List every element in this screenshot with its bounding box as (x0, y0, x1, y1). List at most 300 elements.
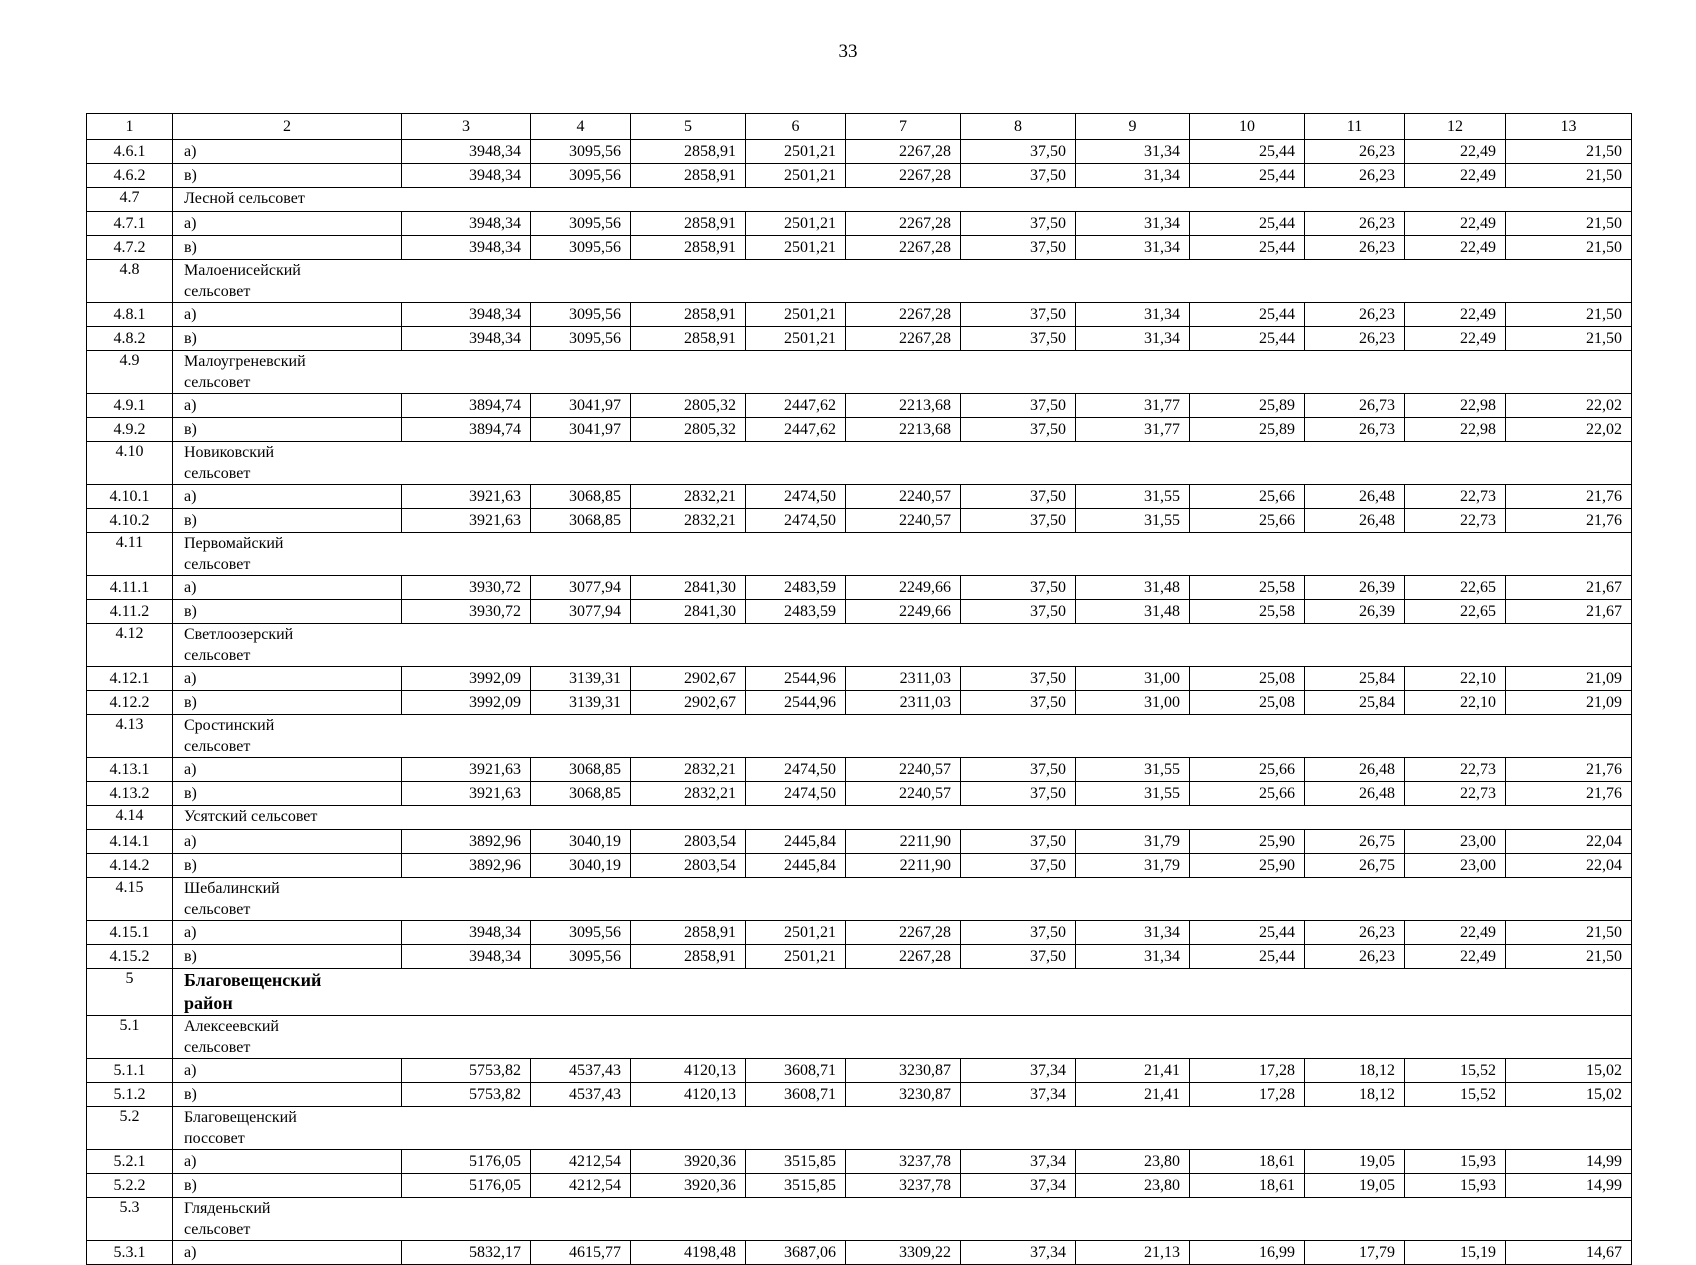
section-title (173, 533, 1632, 576)
value-cell: 26,75 (1305, 854, 1405, 878)
value-cell: 3139,31 (531, 667, 631, 691)
value-cell: 3041,97 (531, 418, 631, 442)
value-cell: 2501,21 (746, 164, 846, 188)
value-cell: 3515,85 (746, 1174, 846, 1198)
table-row (87, 327, 1632, 351)
value-cell: 21,50 (1506, 164, 1632, 188)
district-title (173, 969, 1632, 1016)
value-cell: 21,50 (1506, 236, 1632, 260)
table-row (87, 303, 1632, 327)
value-cell: 37,50 (961, 140, 1076, 164)
table-row (87, 667, 1632, 691)
row-label: а) (173, 667, 402, 691)
value-cell: 23,00 (1405, 830, 1506, 854)
value-cell: 21,76 (1506, 758, 1632, 782)
row-label: в) (173, 854, 402, 878)
value-cell: 26,48 (1305, 782, 1405, 806)
value-cell: 2805,32 (631, 418, 746, 442)
value-cell: 2447,62 (746, 418, 846, 442)
value-cell: 17,28 (1190, 1059, 1305, 1083)
value-cell: 2249,66 (846, 600, 961, 624)
value-cell: 22,49 (1405, 236, 1506, 260)
section-name-text: Малоугреневский сельсовет (184, 353, 306, 391)
value-cell: 18,12 (1305, 1083, 1405, 1107)
section-title (173, 878, 1632, 921)
section-row (87, 260, 1632, 303)
value-cell: 2501,21 (746, 303, 846, 327)
section-name-text: Благовещенский район (184, 970, 322, 1013)
value-cell: 37,34 (961, 1241, 1076, 1265)
value-cell: 25,84 (1305, 691, 1405, 715)
value-cell: 4537,43 (531, 1083, 631, 1107)
section-row (87, 878, 1632, 921)
value-cell: 26,23 (1305, 212, 1405, 236)
value-cell: 2858,91 (631, 303, 746, 327)
row-code: 4.8.1 (87, 303, 173, 327)
value-cell: 31,55 (1076, 758, 1190, 782)
table-row (87, 164, 1632, 188)
row-code: 4.14 (87, 806, 173, 830)
value-cell: 31,77 (1076, 394, 1190, 418)
row-code: 5.1 (87, 1016, 173, 1059)
section-title (173, 351, 1632, 394)
row-code: 4.7.2 (87, 236, 173, 260)
table-row (87, 576, 1632, 600)
section-name-text: Новиковский сельсовет (184, 444, 275, 482)
value-cell: 4537,43 (531, 1059, 631, 1083)
value-cell: 2240,57 (846, 758, 961, 782)
table-row (87, 140, 1632, 164)
row-code: 5 (87, 969, 173, 1016)
value-cell: 2240,57 (846, 509, 961, 533)
value-cell: 3892,96 (402, 830, 531, 854)
value-cell: 2803,54 (631, 854, 746, 878)
header-cell: 1 (87, 114, 173, 140)
value-cell: 3930,72 (402, 600, 531, 624)
row-code: 5.1.1 (87, 1059, 173, 1083)
value-cell: 25,90 (1190, 830, 1305, 854)
value-cell: 22,10 (1405, 667, 1506, 691)
row-label: в) (173, 691, 402, 715)
value-cell: 31,34 (1076, 212, 1190, 236)
row-code: 4.6.2 (87, 164, 173, 188)
value-cell: 26,23 (1305, 945, 1405, 969)
value-cell: 3948,34 (402, 164, 531, 188)
value-cell: 4198,48 (631, 1241, 746, 1265)
header-cell: 3 (402, 114, 531, 140)
value-cell: 2832,21 (631, 485, 746, 509)
value-cell: 31,55 (1076, 485, 1190, 509)
value-cell: 3230,87 (846, 1083, 961, 1107)
value-cell: 18,61 (1190, 1150, 1305, 1174)
header-cell: 10 (1190, 114, 1305, 140)
value-cell: 18,61 (1190, 1174, 1305, 1198)
district-row (87, 969, 1632, 1016)
value-cell: 3068,85 (531, 782, 631, 806)
value-cell: 31,00 (1076, 691, 1190, 715)
value-cell: 3041,97 (531, 394, 631, 418)
value-cell: 2213,68 (846, 418, 961, 442)
section-title (173, 715, 1632, 758)
value-cell: 22,73 (1405, 758, 1506, 782)
value-cell: 19,05 (1305, 1174, 1405, 1198)
value-cell: 21,50 (1506, 212, 1632, 236)
row-code: 4.10.1 (87, 485, 173, 509)
value-cell: 3068,85 (531, 485, 631, 509)
value-cell: 37,50 (961, 509, 1076, 533)
value-cell: 2474,50 (746, 782, 846, 806)
section-row (87, 351, 1632, 394)
value-cell: 5832,17 (402, 1241, 531, 1265)
row-label: а) (173, 303, 402, 327)
value-cell: 3608,71 (746, 1059, 846, 1083)
header-row (87, 114, 1632, 140)
value-cell: 5753,82 (402, 1083, 531, 1107)
value-cell: 21,67 (1506, 600, 1632, 624)
value-cell: 21,50 (1506, 303, 1632, 327)
header-cell: 12 (1405, 114, 1506, 140)
value-cell: 3920,36 (631, 1150, 746, 1174)
value-cell: 25,58 (1190, 600, 1305, 624)
table-row (87, 1150, 1632, 1174)
value-cell: 25,44 (1190, 212, 1305, 236)
row-label: а) (173, 1150, 402, 1174)
row-label: в) (173, 164, 402, 188)
value-cell: 2902,67 (631, 667, 746, 691)
row-code: 4.11.2 (87, 600, 173, 624)
value-cell: 3095,56 (531, 212, 631, 236)
row-label: а) (173, 758, 402, 782)
value-cell: 2267,28 (846, 140, 961, 164)
value-cell: 2483,59 (746, 600, 846, 624)
value-cell: 3068,85 (531, 509, 631, 533)
row-label: в) (173, 782, 402, 806)
row-code: 4.12.1 (87, 667, 173, 691)
row-label: в) (173, 509, 402, 533)
value-cell: 2311,03 (846, 691, 961, 715)
value-cell: 2267,28 (846, 945, 961, 969)
value-cell: 3068,85 (531, 758, 631, 782)
section-title (173, 806, 1632, 830)
table-row (87, 600, 1632, 624)
value-cell: 2544,96 (746, 667, 846, 691)
value-cell: 31,00 (1076, 667, 1190, 691)
section-name-text: Светлоозерский сельсовет (184, 626, 294, 664)
table-row (87, 782, 1632, 806)
table-row (87, 921, 1632, 945)
value-cell: 2445,84 (746, 854, 846, 878)
section-row (87, 1016, 1632, 1059)
row-code: 4.15 (87, 878, 173, 921)
section-name-text: Малоенисейский сельсовет (184, 262, 301, 300)
table-body (87, 114, 1632, 1265)
row-code: 5.1.2 (87, 1083, 173, 1107)
value-cell: 3040,19 (531, 854, 631, 878)
row-label: в) (173, 236, 402, 260)
value-cell: 25,44 (1190, 327, 1305, 351)
row-label: а) (173, 1241, 402, 1265)
value-cell: 2474,50 (746, 485, 846, 509)
value-cell: 37,50 (961, 854, 1076, 878)
value-cell: 22,04 (1506, 830, 1632, 854)
section-title (173, 1016, 1632, 1059)
value-cell: 22,49 (1405, 212, 1506, 236)
section-row (87, 624, 1632, 667)
section-row (87, 715, 1632, 758)
section-name-text: Алексеевский сельсовет (184, 1018, 279, 1056)
value-cell: 22,73 (1405, 485, 1506, 509)
row-label: а) (173, 212, 402, 236)
value-cell: 25,66 (1190, 782, 1305, 806)
value-cell: 22,02 (1506, 394, 1632, 418)
value-cell: 2902,67 (631, 691, 746, 715)
value-cell: 22,02 (1506, 418, 1632, 442)
value-cell: 15,02 (1506, 1083, 1632, 1107)
value-cell: 25,44 (1190, 140, 1305, 164)
table-row (87, 418, 1632, 442)
value-cell: 14,67 (1506, 1241, 1632, 1265)
value-cell: 31,34 (1076, 236, 1190, 260)
value-cell: 2267,28 (846, 921, 961, 945)
value-cell: 21,50 (1506, 140, 1632, 164)
table-row (87, 1083, 1632, 1107)
value-cell: 31,34 (1076, 303, 1190, 327)
value-cell: 22,49 (1405, 140, 1506, 164)
value-cell: 3077,94 (531, 576, 631, 600)
value-cell: 2240,57 (846, 485, 961, 509)
table-row (87, 758, 1632, 782)
value-cell: 3095,56 (531, 164, 631, 188)
value-cell: 2267,28 (846, 303, 961, 327)
value-cell: 26,48 (1305, 758, 1405, 782)
row-code: 4.13.1 (87, 758, 173, 782)
value-cell: 17,79 (1305, 1241, 1405, 1265)
value-cell: 26,23 (1305, 921, 1405, 945)
value-cell: 19,05 (1305, 1150, 1405, 1174)
row-code: 4.7 (87, 188, 173, 212)
table-row (87, 1241, 1632, 1265)
value-cell: 2267,28 (846, 164, 961, 188)
row-label: а) (173, 576, 402, 600)
value-cell: 26,23 (1305, 303, 1405, 327)
value-cell: 3237,78 (846, 1174, 961, 1198)
value-cell: 2841,30 (631, 600, 746, 624)
value-cell: 2858,91 (631, 945, 746, 969)
value-cell: 2858,91 (631, 140, 746, 164)
value-cell: 26,73 (1305, 418, 1405, 442)
header-cell: 8 (961, 114, 1076, 140)
value-cell: 5753,82 (402, 1059, 531, 1083)
value-cell: 3992,09 (402, 667, 531, 691)
tariff-table (86, 113, 1632, 1265)
value-cell: 22,49 (1405, 303, 1506, 327)
value-cell: 2858,91 (631, 164, 746, 188)
value-cell: 3948,34 (402, 140, 531, 164)
row-label: в) (173, 1174, 402, 1198)
value-cell: 37,50 (961, 782, 1076, 806)
value-cell: 4615,77 (531, 1241, 631, 1265)
value-cell: 26,73 (1305, 394, 1405, 418)
section-title (173, 188, 1632, 212)
value-cell: 2211,90 (846, 854, 961, 878)
table-row (87, 509, 1632, 533)
value-cell: 25,08 (1190, 691, 1305, 715)
value-cell: 4120,13 (631, 1059, 746, 1083)
row-code: 4.12.2 (87, 691, 173, 715)
row-code: 4.7.1 (87, 212, 173, 236)
value-cell: 3948,34 (402, 327, 531, 351)
value-cell: 37,50 (961, 576, 1076, 600)
row-code: 4.14.2 (87, 854, 173, 878)
value-cell: 16,99 (1190, 1241, 1305, 1265)
row-code: 4.13.2 (87, 782, 173, 806)
value-cell: 22,49 (1405, 327, 1506, 351)
value-cell: 3948,34 (402, 945, 531, 969)
value-cell: 2858,91 (631, 212, 746, 236)
value-cell: 25,66 (1190, 485, 1305, 509)
value-cell: 22,49 (1405, 921, 1506, 945)
value-cell: 2501,21 (746, 327, 846, 351)
value-cell: 21,76 (1506, 509, 1632, 533)
value-cell: 2832,21 (631, 509, 746, 533)
value-cell: 3095,56 (531, 945, 631, 969)
value-cell: 3921,63 (402, 758, 531, 782)
value-cell: 37,50 (961, 394, 1076, 418)
section-row (87, 533, 1632, 576)
value-cell: 26,48 (1305, 509, 1405, 533)
row-code: 4.11 (87, 533, 173, 576)
value-cell: 3515,85 (746, 1150, 846, 1174)
value-cell: 25,44 (1190, 303, 1305, 327)
value-cell: 26,23 (1305, 140, 1405, 164)
row-code: 4.15.2 (87, 945, 173, 969)
section-name-text: Гляденьский сельсовет (184, 1200, 271, 1238)
value-cell: 22,49 (1405, 164, 1506, 188)
value-cell: 21,41 (1076, 1083, 1190, 1107)
value-cell: 37,50 (961, 758, 1076, 782)
value-cell: 18,12 (1305, 1059, 1405, 1083)
value-cell: 2841,30 (631, 576, 746, 600)
section-row (87, 1198, 1632, 1241)
row-label: а) (173, 1059, 402, 1083)
value-cell: 37,50 (961, 327, 1076, 351)
value-cell: 3992,09 (402, 691, 531, 715)
value-cell: 31,34 (1076, 921, 1190, 945)
value-cell: 37,50 (961, 830, 1076, 854)
value-cell: 2832,21 (631, 782, 746, 806)
section-name-text: Благовещенский поссовет (184, 1109, 297, 1147)
value-cell: 21,76 (1506, 782, 1632, 806)
value-cell: 2474,50 (746, 509, 846, 533)
value-cell: 25,08 (1190, 667, 1305, 691)
value-cell: 26,39 (1305, 600, 1405, 624)
value-cell: 3309,22 (846, 1241, 961, 1265)
table-row (87, 854, 1632, 878)
row-code: 4.14.1 (87, 830, 173, 854)
value-cell: 23,00 (1405, 854, 1506, 878)
value-cell: 31,79 (1076, 854, 1190, 878)
value-cell: 37,50 (961, 485, 1076, 509)
section-name-text: Первомайский сельсовет (184, 535, 284, 573)
section-title (173, 1198, 1632, 1241)
value-cell: 25,84 (1305, 667, 1405, 691)
section-name-text: Лесной сельсовет (184, 190, 305, 207)
header-cell: 2 (173, 114, 402, 140)
value-cell: 22,04 (1506, 854, 1632, 878)
value-cell: 21,67 (1506, 576, 1632, 600)
row-code: 4.10.2 (87, 509, 173, 533)
value-cell: 37,34 (961, 1174, 1076, 1198)
value-cell: 5176,05 (402, 1174, 531, 1198)
table-row (87, 691, 1632, 715)
value-cell: 15,52 (1405, 1083, 1506, 1107)
value-cell: 31,55 (1076, 509, 1190, 533)
value-cell: 22,73 (1405, 509, 1506, 533)
value-cell: 25,44 (1190, 236, 1305, 260)
row-code: 4.15.1 (87, 921, 173, 945)
value-cell: 21,50 (1506, 921, 1632, 945)
value-cell: 3687,06 (746, 1241, 846, 1265)
value-cell: 22,49 (1405, 945, 1506, 969)
header-cell: 4 (531, 114, 631, 140)
value-cell: 22,98 (1405, 418, 1506, 442)
value-cell: 3139,31 (531, 691, 631, 715)
header-cell: 6 (746, 114, 846, 140)
value-cell: 3948,34 (402, 212, 531, 236)
value-cell: 22,65 (1405, 576, 1506, 600)
value-cell: 37,34 (961, 1059, 1076, 1083)
value-cell: 3095,56 (531, 303, 631, 327)
header-cell: 9 (1076, 114, 1190, 140)
value-cell: 2501,21 (746, 140, 846, 164)
value-cell: 37,34 (961, 1083, 1076, 1107)
value-cell: 2858,91 (631, 327, 746, 351)
value-cell: 37,50 (961, 164, 1076, 188)
value-cell: 26,23 (1305, 164, 1405, 188)
row-code: 5.3.1 (87, 1241, 173, 1265)
table-row (87, 945, 1632, 969)
header-cell: 5 (631, 114, 746, 140)
value-cell: 2267,28 (846, 236, 961, 260)
value-cell: 21,76 (1506, 485, 1632, 509)
value-cell: 26,48 (1305, 485, 1405, 509)
value-cell: 4120,13 (631, 1083, 746, 1107)
row-code: 4.9.1 (87, 394, 173, 418)
value-cell: 2474,50 (746, 758, 846, 782)
value-cell: 25,58 (1190, 576, 1305, 600)
row-code: 4.8 (87, 260, 173, 303)
section-row (87, 188, 1632, 212)
value-cell: 31,34 (1076, 327, 1190, 351)
value-cell: 15,19 (1405, 1241, 1506, 1265)
value-cell: 3948,34 (402, 921, 531, 945)
value-cell: 21,13 (1076, 1241, 1190, 1265)
value-cell: 3921,63 (402, 509, 531, 533)
value-cell: 31,34 (1076, 945, 1190, 969)
value-cell: 2311,03 (846, 667, 961, 691)
row-code: 5.2 (87, 1107, 173, 1150)
value-cell: 37,50 (961, 212, 1076, 236)
value-cell: 3920,36 (631, 1174, 746, 1198)
value-cell: 2267,28 (846, 212, 961, 236)
value-cell: 26,75 (1305, 830, 1405, 854)
value-cell: 15,93 (1405, 1150, 1506, 1174)
value-cell: 37,50 (961, 691, 1076, 715)
value-cell: 2805,32 (631, 394, 746, 418)
row-code: 4.13 (87, 715, 173, 758)
row-label: а) (173, 921, 402, 945)
value-cell: 25,44 (1190, 945, 1305, 969)
